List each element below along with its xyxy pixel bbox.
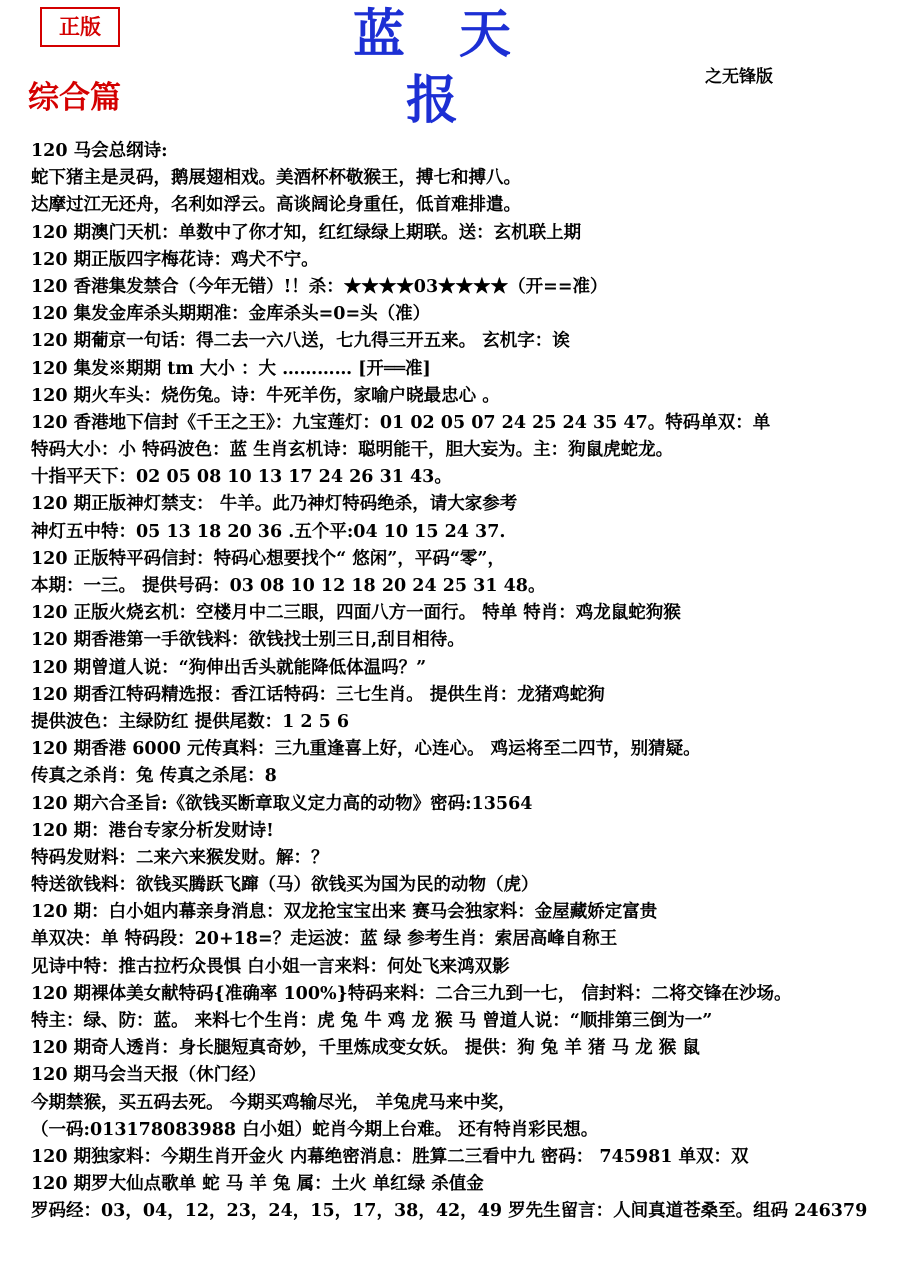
section-heading: 综合篇 [28,80,121,116]
text-line: 120 期澳门天机：单数中了你才知，红红绿绿上期联。送：玄机联上期 [31,222,582,243]
text-line: 传真之杀肖：兔 传真之杀尾：8 [31,766,277,787]
text-line: 单双决：单 特码段：20+18=？走运波：蓝 绿 参考生肖：索居高峰自称王 [31,929,618,950]
edition-label: 之无锋版 [705,67,773,87]
text-line: 神灯五中特：05 13 18 20 36 .五个平:04 10 15 24 37. [31,521,506,542]
text-line: 120 马会总纲诗: [31,141,168,161]
text-line: 特码发财料：二来六来猴发财。解：？ [31,847,329,868]
genuine-stamp: 正版 [40,7,120,47]
text-line: 120 香港集发禁合（今年无错）!！杀：★★★★03★★★★（开==准） [31,276,608,297]
text-line: 120 香港地下信封《千王之王》：九宝莲灯：01 02 05 07 24 25 24 35 47。特码单双：单 [31,412,771,433]
text-line: 蛇下猪主是灵码，鹅展翅相戏。美酒杯杯敬猴王，搏七和搏八。 [31,168,521,189]
text-line: 达摩过江无还舟，名利如浮云。高谈阔论身重任，低首难排遣。 [31,195,521,216]
text-line: 120 集发金库杀头期期准：金库杀头=0=头（准） [31,304,431,325]
text-line: 120 期曾道人说：“狗伸出舌头就能降低体温吗？” [31,657,427,678]
text-line: 十指平天下：02 05 08 10 13 17 24 26 31 43。 [31,467,452,488]
text-line: 120 集发※期期 tm 大小 ：大 ………… [开══准] [31,358,431,379]
text-line: 120 期奇人透肖：身长腿短真奇妙，千里炼成变女妖。 提供：狗 兔 羊 猪 马 龙 猴 鼠 [31,1038,700,1059]
text-line: 120 期：港台专家分析发财诗! [31,820,274,841]
text-line: 提供波色：主绿防红 提供尾数：1 2 5 6 [31,711,350,732]
text-line: 120 期马会当天报（休门经） [31,1065,267,1086]
text-line: 120 期葡京一句话：得二去一六八送，七九得三开五来。 玄机字：诶 [31,331,570,352]
text-line: 120 期香江特码精选报：香江话特码：三七生肖。 提供生肖：龙猪鸡蛇狗 [31,684,605,705]
text-line: 特码大小：小 特码波色：蓝 生肖玄机诗：聪明能干，胆大妄为。主：狗鼠虎蛇龙。 [31,440,674,461]
content-body [31,138,890,1226]
text-line: 本期：一三。 提供号码：03 08 10 12 18 20 24 25 31 48。 [31,576,546,596]
text-line: 120 期独家料：今期生肖开金火 内幕绝密消息：胜算二三看中九 密码： 745981 单双：双 [31,1146,749,1167]
text-line: 120 期裸体美女献特码{准确率 100%}特码来料：二合三九到一七， 信封料：二将交锋在沙场。 [31,983,792,1004]
text-line: 120 正版火烧玄机：空楼月中二三眼，四面八方一面行。 特单 特肖：鸡龙鼠蛇狗猴 [31,603,681,624]
text-line: 特主：绿、防：蓝。 来料七个生肖：虎 兔 牛 鸡 龙 猴 马 曾道人说：“顺排第三倒为一” [31,1011,713,1031]
text-line: 罗码经：03，04，12，23，24，15，17，38，42，49 罗先生留言：人间真道苍桑至。组码 246379 [31,1201,868,1222]
text-line: 120 期香港第一手欲钱料：欲钱找士别三日,刮目相待。 [31,630,465,651]
text-line: 120 期六合圣旨:《欲钱买断章取义定力高的动物》密码:13564 [31,793,533,814]
text-line: 今期禁猴，买五码去死。 今期买鸡输尽光， 羊兔虎马来中奖， [31,1092,516,1113]
text-line: 120 正版特平码信封：特码心想要找个“ 悠闲”，平码“零”， [31,548,505,569]
text-line: 见诗中特：推古拉朽众畏惧 白小姐一言来料：何处飞来鸿双影 [31,956,510,977]
page-title: 蓝 天 报 [352,4,530,131]
text-line: 特送欲钱料：欲钱买腾跃飞蹿（马）欲钱买为国为民的动物（虎） [31,875,539,896]
text-line: 120 期正版四字梅花诗：鸡犬不宁。 [31,249,319,270]
text-line: 120 期火车头：烧伤兔。诗：牛死羊伤，家喻户晓最忠心 。 [31,385,500,406]
text-line: 120 期正版神灯禁支： 牛羊。此乃神灯特码绝杀，请大家参考 [31,494,518,515]
text-line: （一码:013178083988 白小姐）蛇肖今期上台难。 还有特肖彩民想。 [31,1119,599,1140]
text-line: 120 期罗大仙点歌单 蛇 马 羊 兔 属：土火 单红绿 杀值金 [31,1174,484,1195]
text-line: 120 期香港 6000 元传真料：三九重逢喜上好，心连心。 鸡运将至二四节，别猜疑。 [31,739,701,760]
text-line: 120 期：白小姐内幕亲身消息：双龙抢宝宝出来 赛马会独家料：金屋藏娇定富贵 [31,902,658,923]
